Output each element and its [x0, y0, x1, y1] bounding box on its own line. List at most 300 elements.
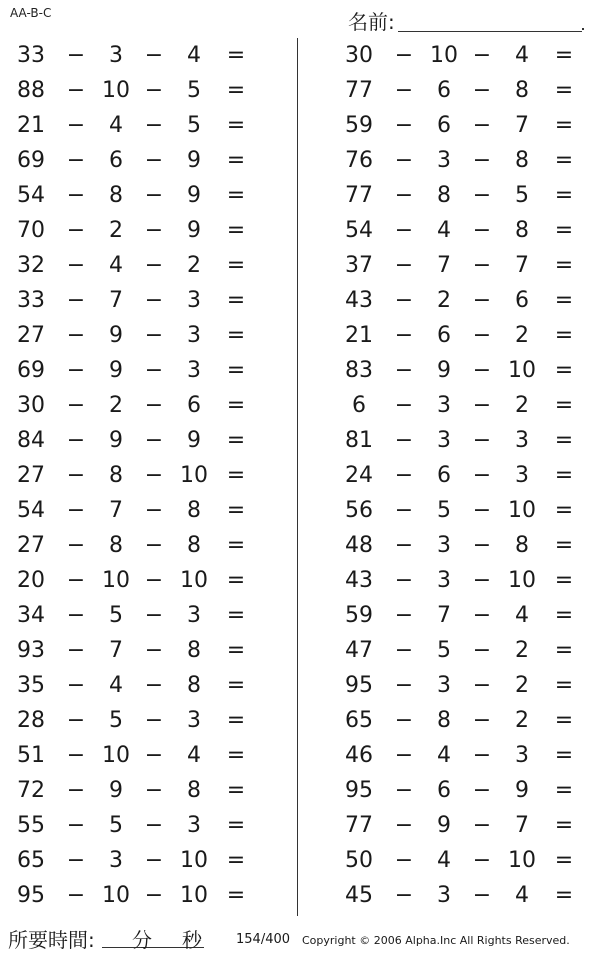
- operand-3: 8: [187, 778, 201, 803]
- equals-sign: =: [554, 603, 574, 628]
- operand-3: 2: [187, 253, 201, 278]
- minus-sign: −: [472, 218, 492, 243]
- operand-1: 27: [17, 533, 45, 558]
- operand-1: 88: [17, 78, 45, 103]
- minus-sign: −: [66, 883, 86, 908]
- minus-sign: −: [66, 288, 86, 313]
- operand-1: 37: [345, 253, 373, 278]
- operand-2: 4: [437, 743, 451, 768]
- equals-sign: =: [554, 358, 574, 383]
- problem-row: [0, 808, 260, 843]
- operand-3: 6: [187, 393, 201, 418]
- equals-sign: =: [226, 358, 246, 383]
- minus-sign: −: [66, 813, 86, 838]
- minus-sign: −: [472, 883, 492, 908]
- operand-3: 3: [515, 743, 529, 768]
- minus-sign: −: [144, 253, 164, 278]
- operand-2: 2: [109, 393, 123, 418]
- minus-sign: −: [472, 463, 492, 488]
- problem-row: [0, 493, 260, 528]
- left-problem-column: [0, 38, 260, 913]
- operand-2: 3: [437, 428, 451, 453]
- minus-sign: −: [144, 883, 164, 908]
- name-label: 名前:: [348, 10, 395, 34]
- equals-sign: =: [226, 253, 246, 278]
- operand-1: 84: [17, 428, 45, 453]
- operand-2: 7: [437, 253, 451, 278]
- minus-sign: −: [144, 813, 164, 838]
- operand-3: 10: [180, 848, 208, 873]
- minus-sign: −: [472, 778, 492, 803]
- minus-sign: −: [144, 638, 164, 663]
- problem-row: [328, 633, 588, 668]
- operand-1: 35: [17, 673, 45, 698]
- minus-sign: −: [394, 533, 414, 558]
- equals-sign: =: [554, 428, 574, 453]
- minus-sign: −: [394, 813, 414, 838]
- operand-2: 6: [437, 463, 451, 488]
- operand-3: 4: [515, 43, 529, 68]
- operand-3: 8: [515, 78, 529, 103]
- equals-sign: =: [226, 848, 246, 873]
- problem-row: [0, 178, 260, 213]
- minus-sign: −: [472, 253, 492, 278]
- minus-sign: −: [66, 603, 86, 628]
- operand-2: 5: [437, 498, 451, 523]
- minus-sign: −: [472, 113, 492, 138]
- equals-sign: =: [554, 778, 574, 803]
- operand-3: 10: [508, 498, 536, 523]
- equals-sign: =: [226, 288, 246, 313]
- minutes-label: 分: [132, 928, 152, 952]
- operand-2: 2: [437, 288, 451, 313]
- minus-sign: −: [472, 498, 492, 523]
- operand-2: 3: [437, 568, 451, 593]
- operand-2: 2: [109, 218, 123, 243]
- minus-sign: −: [472, 43, 492, 68]
- minus-sign: −: [144, 533, 164, 558]
- operand-2: 6: [437, 323, 451, 348]
- problem-row: [328, 878, 588, 913]
- minus-sign: −: [394, 743, 414, 768]
- minus-sign: −: [66, 848, 86, 873]
- minus-sign: −: [144, 778, 164, 803]
- minus-sign: −: [144, 323, 164, 348]
- operand-2: 4: [109, 253, 123, 278]
- equals-sign: =: [226, 78, 246, 103]
- seconds-label: 秒: [182, 928, 202, 952]
- minus-sign: −: [144, 603, 164, 628]
- problem-row: [328, 248, 588, 283]
- minus-sign: −: [472, 288, 492, 313]
- problem-row: [0, 353, 260, 388]
- minus-sign: −: [394, 463, 414, 488]
- problem-row: [328, 38, 588, 73]
- minus-sign: −: [472, 358, 492, 383]
- equals-sign: =: [226, 218, 246, 243]
- minus-sign: −: [66, 673, 86, 698]
- operand-3: 10: [180, 463, 208, 488]
- footer: [0, 922, 600, 952]
- equals-sign: =: [554, 498, 574, 523]
- minus-sign: −: [472, 708, 492, 733]
- minus-sign: −: [394, 393, 414, 418]
- minus-sign: −: [472, 673, 492, 698]
- equals-sign: =: [226, 778, 246, 803]
- operand-2: 3: [437, 148, 451, 173]
- operand-1: 28: [17, 708, 45, 733]
- operand-1: 54: [17, 183, 45, 208]
- minus-sign: −: [472, 393, 492, 418]
- operand-3: 3: [515, 428, 529, 453]
- minus-sign: −: [394, 848, 414, 873]
- problem-row: [328, 108, 588, 143]
- problem-row: [0, 598, 260, 633]
- problem-row: [0, 248, 260, 283]
- problem-row: [328, 283, 588, 318]
- operand-1: 48: [345, 533, 373, 558]
- minus-sign: −: [66, 743, 86, 768]
- operand-1: 56: [345, 498, 373, 523]
- operand-3: 8: [187, 673, 201, 698]
- operand-1: 65: [345, 708, 373, 733]
- operand-3: 3: [187, 358, 201, 383]
- operand-3: 3: [187, 288, 201, 313]
- equals-sign: =: [554, 288, 574, 313]
- operand-1: 27: [17, 463, 45, 488]
- minus-sign: −: [144, 428, 164, 453]
- operand-1: 34: [17, 603, 45, 628]
- problem-row: [328, 703, 588, 738]
- minus-sign: −: [394, 568, 414, 593]
- problem-row: [0, 773, 260, 808]
- operand-3: 10: [508, 568, 536, 593]
- column-divider: [297, 38, 298, 916]
- operand-3: 4: [515, 603, 529, 628]
- equals-sign: =: [226, 323, 246, 348]
- minus-sign: −: [394, 253, 414, 278]
- operand-2: 3: [109, 848, 123, 873]
- problem-row: [328, 388, 588, 423]
- minus-sign: −: [144, 148, 164, 173]
- problem-row: [328, 458, 588, 493]
- operand-1: 21: [345, 323, 373, 348]
- operand-2: 3: [437, 533, 451, 558]
- problem-row: [0, 633, 260, 668]
- equals-sign: =: [554, 883, 574, 908]
- operand-1: 21: [17, 113, 45, 138]
- operand-1: 32: [17, 253, 45, 278]
- right-problem-column: [328, 38, 588, 913]
- problem-row: [0, 73, 260, 108]
- minus-sign: −: [394, 708, 414, 733]
- operand-3: 10: [508, 848, 536, 873]
- minus-sign: −: [394, 638, 414, 663]
- minus-sign: −: [144, 743, 164, 768]
- operand-1: 33: [17, 288, 45, 313]
- operand-1: 69: [17, 148, 45, 173]
- minus-sign: −: [394, 358, 414, 383]
- minus-sign: −: [66, 778, 86, 803]
- equals-sign: =: [554, 183, 574, 208]
- operand-3: 9: [187, 428, 201, 453]
- minus-sign: −: [144, 288, 164, 313]
- operand-2: 5: [109, 708, 123, 733]
- operand-3: 8: [515, 218, 529, 243]
- problem-row: [0, 738, 260, 773]
- minus-sign: −: [472, 848, 492, 873]
- operand-3: 8: [515, 533, 529, 558]
- operand-2: 6: [437, 113, 451, 138]
- minus-sign: −: [394, 673, 414, 698]
- minus-sign: −: [66, 498, 86, 523]
- operand-1: 46: [345, 743, 373, 768]
- problem-row: [328, 73, 588, 108]
- operand-2: 9: [109, 428, 123, 453]
- minus-sign: −: [472, 743, 492, 768]
- problem-row: [0, 703, 260, 738]
- operand-1: 51: [17, 743, 45, 768]
- problem-row: [328, 528, 588, 563]
- operand-1: 69: [17, 358, 45, 383]
- operand-2: 5: [437, 638, 451, 663]
- operand-2: 9: [109, 358, 123, 383]
- minus-sign: −: [394, 78, 414, 103]
- minus-sign: −: [144, 78, 164, 103]
- operand-1: 72: [17, 778, 45, 803]
- operand-3: 2: [515, 673, 529, 698]
- operand-1: 76: [345, 148, 373, 173]
- problem-row: [328, 843, 588, 878]
- minus-sign: −: [144, 358, 164, 383]
- operand-3: 9: [187, 183, 201, 208]
- problem-row: [328, 563, 588, 598]
- equals-sign: =: [554, 813, 574, 838]
- operand-3: 2: [515, 708, 529, 733]
- operand-1: 95: [17, 883, 45, 908]
- equals-sign: =: [554, 463, 574, 488]
- operand-1: 45: [345, 883, 373, 908]
- equals-sign: =: [554, 393, 574, 418]
- problem-row: [0, 38, 260, 73]
- operand-3: 2: [515, 638, 529, 663]
- operand-2: 8: [109, 533, 123, 558]
- operand-2: 6: [109, 148, 123, 173]
- problem-row: [0, 458, 260, 493]
- operand-1: 93: [17, 638, 45, 663]
- equals-sign: =: [226, 43, 246, 68]
- operand-2: 9: [109, 778, 123, 803]
- operand-3: 5: [515, 183, 529, 208]
- minus-sign: −: [144, 673, 164, 698]
- minus-sign: −: [66, 463, 86, 488]
- operand-3: 2: [515, 393, 529, 418]
- minus-sign: −: [394, 288, 414, 313]
- operand-1: 27: [17, 323, 45, 348]
- operand-2: 8: [109, 463, 123, 488]
- operand-1: 77: [345, 78, 373, 103]
- operand-1: 30: [345, 43, 373, 68]
- operand-2: 10: [430, 43, 458, 68]
- operand-3: 5: [187, 113, 201, 138]
- minus-sign: −: [66, 148, 86, 173]
- equals-sign: =: [554, 533, 574, 558]
- equals-sign: =: [226, 463, 246, 488]
- operand-2: 10: [102, 883, 130, 908]
- problem-row: [0, 388, 260, 423]
- problem-row: [328, 318, 588, 353]
- copyright: Copyright © 2006 Alpha.Inc All Rights Reserved.: [302, 934, 570, 947]
- equals-sign: =: [226, 568, 246, 593]
- operand-1: 6: [352, 393, 366, 418]
- operand-2: 10: [102, 743, 130, 768]
- equals-sign: =: [554, 78, 574, 103]
- operand-3: 3: [187, 603, 201, 628]
- operand-1: 54: [345, 218, 373, 243]
- minus-sign: −: [66, 533, 86, 558]
- operand-3: 4: [187, 743, 201, 768]
- minus-sign: −: [472, 183, 492, 208]
- operand-1: 77: [345, 813, 373, 838]
- minus-sign: −: [66, 393, 86, 418]
- equals-sign: =: [226, 813, 246, 838]
- operand-1: 77: [345, 183, 373, 208]
- problem-row: [0, 108, 260, 143]
- worksheet-code: AA-B-C: [10, 6, 52, 20]
- minus-sign: −: [472, 533, 492, 558]
- minus-sign: −: [394, 113, 414, 138]
- operand-2: 9: [437, 358, 451, 383]
- operand-2: 3: [437, 673, 451, 698]
- operand-1: 20: [17, 568, 45, 593]
- minus-sign: −: [472, 148, 492, 173]
- minus-sign: −: [394, 183, 414, 208]
- operand-2: 9: [437, 813, 451, 838]
- minus-sign: −: [66, 323, 86, 348]
- operand-2: 9: [109, 323, 123, 348]
- operand-3: 7: [515, 813, 529, 838]
- operand-2: 8: [109, 183, 123, 208]
- minus-sign: −: [144, 43, 164, 68]
- problem-row: [0, 843, 260, 878]
- minus-sign: −: [66, 78, 86, 103]
- operand-3: 7: [515, 253, 529, 278]
- equals-sign: =: [554, 148, 574, 173]
- operand-2: 4: [437, 218, 451, 243]
- problem-row: [328, 493, 588, 528]
- equals-sign: =: [226, 638, 246, 663]
- minus-sign: −: [66, 113, 86, 138]
- minus-sign: −: [144, 218, 164, 243]
- minus-sign: −: [472, 323, 492, 348]
- operand-2: 4: [437, 848, 451, 873]
- problem-row: [328, 178, 588, 213]
- operand-2: 3: [437, 393, 451, 418]
- problem-row: [328, 738, 588, 773]
- minus-sign: −: [66, 43, 86, 68]
- minus-sign: −: [394, 148, 414, 173]
- equals-sign: =: [554, 848, 574, 873]
- operand-2: 4: [109, 673, 123, 698]
- equals-sign: =: [554, 568, 574, 593]
- minus-sign: −: [472, 568, 492, 593]
- operand-3: 8: [187, 638, 201, 663]
- minus-sign: −: [144, 708, 164, 733]
- equals-sign: =: [226, 533, 246, 558]
- minus-sign: −: [144, 183, 164, 208]
- operand-1: 70: [17, 218, 45, 243]
- problem-row: [0, 318, 260, 353]
- problem-row: [0, 878, 260, 913]
- minus-sign: −: [472, 638, 492, 663]
- operand-1: 81: [345, 428, 373, 453]
- problem-row: [328, 213, 588, 248]
- minus-sign: −: [144, 393, 164, 418]
- minus-sign: −: [66, 218, 86, 243]
- equals-sign: =: [554, 113, 574, 138]
- problem-row: [0, 213, 260, 248]
- operand-1: 59: [345, 603, 373, 628]
- minus-sign: −: [472, 813, 492, 838]
- operand-3: 2: [515, 323, 529, 348]
- operand-1: 55: [17, 813, 45, 838]
- operand-2: 7: [109, 638, 123, 663]
- problem-row: [0, 423, 260, 458]
- minus-sign: −: [144, 113, 164, 138]
- minus-sign: −: [144, 498, 164, 523]
- equals-sign: =: [226, 883, 246, 908]
- operand-1: 24: [345, 463, 373, 488]
- minus-sign: −: [66, 358, 86, 383]
- operand-2: 3: [109, 43, 123, 68]
- equals-sign: =: [554, 638, 574, 663]
- operand-1: 33: [17, 43, 45, 68]
- operand-1: 43: [345, 568, 373, 593]
- operand-1: 95: [345, 778, 373, 803]
- problem-row: [328, 353, 588, 388]
- operand-2: 5: [109, 603, 123, 628]
- operand-2: 10: [102, 78, 130, 103]
- problem-row: [328, 808, 588, 843]
- operand-3: 3: [187, 323, 201, 348]
- problem-row: [328, 598, 588, 633]
- operand-1: 30: [17, 393, 45, 418]
- minus-sign: −: [394, 498, 414, 523]
- minus-sign: −: [144, 848, 164, 873]
- minus-sign: −: [66, 183, 86, 208]
- operand-3: 6: [515, 288, 529, 313]
- equals-sign: =: [226, 113, 246, 138]
- equals-sign: =: [226, 393, 246, 418]
- minus-sign: −: [394, 218, 414, 243]
- operand-2: 8: [437, 183, 451, 208]
- operand-1: 50: [345, 848, 373, 873]
- operand-3: 9: [515, 778, 529, 803]
- operand-3: 9: [187, 218, 201, 243]
- operand-3: 3: [515, 463, 529, 488]
- operand-3: 9: [187, 148, 201, 173]
- operand-3: 3: [187, 708, 201, 733]
- minus-sign: −: [66, 708, 86, 733]
- operand-2: 10: [102, 568, 130, 593]
- operand-2: 3: [437, 883, 451, 908]
- minus-sign: −: [394, 43, 414, 68]
- operand-1: 47: [345, 638, 373, 663]
- operand-2: 4: [109, 113, 123, 138]
- operand-3: 4: [187, 43, 201, 68]
- minus-sign: −: [66, 568, 86, 593]
- operand-3: 10: [508, 358, 536, 383]
